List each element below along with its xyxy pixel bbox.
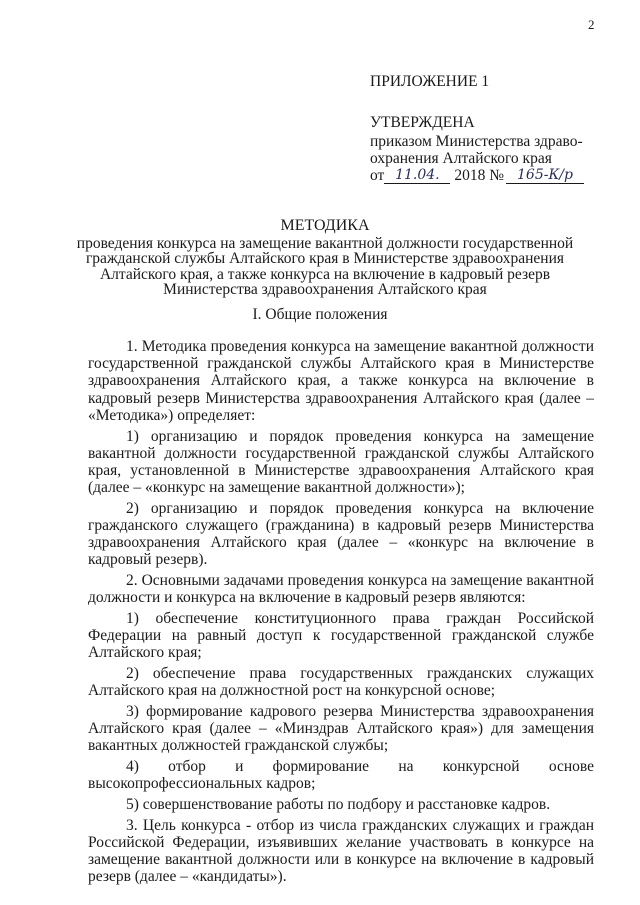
- order-date-line: [370, 167, 630, 184]
- title-subtitle-line: гражданской службы Алтайского края в Министерстве здравоохранения: [85, 250, 565, 267]
- appendix-label: ПРИЛОЖЕНИЕ 1: [370, 73, 490, 90]
- paragraph: 5) совершенствование работы по подбору и расстановке кадров.: [126, 796, 551, 814]
- section-title: I. Общие положения: [252, 306, 388, 323]
- handwritten-date: 11.04.: [384, 168, 450, 184]
- page-number: 2: [588, 17, 595, 32]
- document-title: [60, 218, 590, 298]
- title-subtitle-line: проведения конкурса на замещение вакантной должности государственной: [76, 234, 574, 252]
- title-subtitle-line: Министерства здравоохранения Алтайского края: [163, 281, 487, 298]
- appendix-header: [370, 73, 630, 184]
- paragraph: 2) организацию и порядок проведения конкурса на включение гражданского служащего (гражданина) в кадровый резерв Министерства здравоохранения Алтайского края (далее – «конкурс на включение в кадровый резерв).: [88, 499, 594, 569]
- document-body: [88, 338, 594, 889]
- handwritten-order-number: 165-К/р: [506, 168, 584, 184]
- paragraph: 1. Методика проведения конкурса на замещение вакантной должности государственной гражданской службы Алтайского края в Министерстве здравоохранения Алтайского края, а также конкурса на включение в кадровый резерв Министерства здравоохранения Алтайского края (далее – «Методика») определяет:: [88, 338, 594, 424]
- paragraph: 4) отбор и формирование на конкурсной основе высокопрофессиональных кадров;: [88, 758, 594, 793]
- order-line-2: охранения Алтайского края: [370, 150, 552, 167]
- paragraph: 2. Основными задачами проведения конкурса на замещение вакантной должности и конкурса на включение в кадровый резерв являются:: [88, 572, 594, 607]
- paragraph: 1) обеспечение конституционного права граждан Российской Федерации на равный доступ к государственной гражданской службе Алтайского края;: [88, 610, 594, 662]
- paragraph: 3) формирование кадрового резерва Министерства здравоохранения Алтайского края (далее – «Минздрав Алтайского края») для замещения вакантных должностей гражданской службы;: [88, 703, 594, 755]
- year-and-number-label: 2018 №: [454, 167, 504, 184]
- approved-label: УТВЕРЖДЕНА: [370, 114, 475, 131]
- title-subtitle-line: Алтайского края, а также конкурса на включение в кадровый резерв: [99, 265, 551, 283]
- paragraph: 2) обеспечение права государственных гражданских служащих Алтайского края на должностной рост на конкурсной основе;: [88, 665, 594, 700]
- order-line-1: приказом Министерства здраво-: [370, 133, 583, 150]
- date-prefix: от: [370, 167, 385, 184]
- paragraph: 1) организацию и порядок проведения конкурса на замещение вакантной должности государственной гражданской службы Алтайского края, установленной в Министерстве здравоохранения Алтайского края (далее – «конкурс на замещение вакантной должности»);: [88, 427, 594, 497]
- paragraph: 3. Цель конкурса - отбор из числа гражданских служащих и граждан Российской Федерации, изъявивших желание участвовать в конкурсе на замещение вакантной должности или в конкурсе на включение в кадровый резерв (далее – «кандидаты»).: [88, 816, 594, 886]
- title-main: МЕТОДИКА: [280, 217, 370, 234]
